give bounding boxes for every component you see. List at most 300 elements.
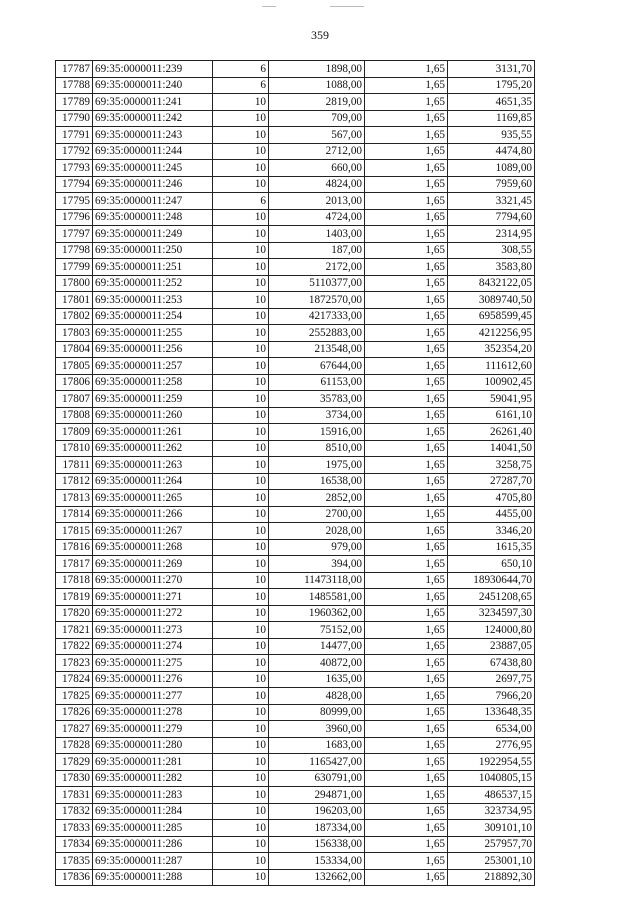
- row-number-cell: 17814: [56, 506, 93, 523]
- table-row: [56, 193, 535, 210]
- table-row: [56, 358, 535, 375]
- group-code-cell: 10: [213, 803, 269, 820]
- rate-cell: 1,65: [365, 572, 448, 589]
- table-row: [56, 391, 535, 408]
- area-cell: 4217333,00: [269, 308, 365, 325]
- group-code-cell: 10: [213, 754, 269, 771]
- table-row: [56, 754, 535, 771]
- table-row: [56, 259, 535, 276]
- table-row: [56, 803, 535, 820]
- value-cell: 111612,60: [448, 358, 535, 375]
- table-row: [56, 490, 535, 507]
- table-row: [56, 655, 535, 672]
- cadastral-number-cell: 69:35:0000011:242: [93, 110, 213, 127]
- table-body: [56, 61, 535, 886]
- cadastral-number-cell: 69:35:0000011:251: [93, 259, 213, 276]
- area-cell: 213548,00: [269, 341, 365, 358]
- value-cell: 4705,80: [448, 490, 535, 507]
- row-number-cell: 17824: [56, 671, 93, 688]
- cadastral-number-cell: 69:35:0000011:283: [93, 787, 213, 804]
- cadastral-number-cell: 69:35:0000011:260: [93, 407, 213, 424]
- table-row: [56, 374, 535, 391]
- value-cell: 935,55: [448, 127, 535, 144]
- cadastral-number-cell: 69:35:0000011:257: [93, 358, 213, 375]
- row-number-cell: 17787: [56, 61, 93, 78]
- row-number-cell: 17790: [56, 110, 93, 127]
- row-number-cell: 17833: [56, 820, 93, 837]
- value-cell: 23887,05: [448, 638, 535, 655]
- rate-cell: 1,65: [365, 275, 448, 292]
- row-number-cell: 17799: [56, 259, 93, 276]
- rate-cell: 1,65: [365, 77, 448, 94]
- value-cell: 7966,20: [448, 688, 535, 705]
- row-number-cell: 17820: [56, 605, 93, 622]
- row-number-cell: 17835: [56, 853, 93, 870]
- value-cell: 26261,40: [448, 424, 535, 441]
- group-code-cell: 10: [213, 638, 269, 655]
- cadastral-number-cell: 69:35:0000011:269: [93, 556, 213, 573]
- row-number-cell: 17804: [56, 341, 93, 358]
- area-cell: 1975,00: [269, 457, 365, 474]
- row-number-cell: 17817: [56, 556, 93, 573]
- cadastral-number-cell: 69:35:0000011:250: [93, 242, 213, 259]
- row-number-cell: 17796: [56, 209, 93, 226]
- rate-cell: 1,65: [365, 440, 448, 457]
- table-row: [56, 556, 535, 573]
- table-row: [56, 77, 535, 94]
- group-code-cell: 10: [213, 655, 269, 672]
- group-code-cell: 10: [213, 127, 269, 144]
- table-row: [56, 704, 535, 721]
- rate-cell: 1,65: [365, 358, 448, 375]
- rate-cell: 1,65: [365, 787, 448, 804]
- row-number-cell: 17805: [56, 358, 93, 375]
- area-cell: 4824,00: [269, 176, 365, 193]
- cadastral-number-cell: 69:35:0000011:276: [93, 671, 213, 688]
- cadastral-number-cell: 69:35:0000011:264: [93, 473, 213, 490]
- table-row: [56, 638, 535, 655]
- table-row: [56, 209, 535, 226]
- table-row: [56, 275, 535, 292]
- cadastral-number-cell: 69:35:0000011:258: [93, 374, 213, 391]
- area-cell: 132662,00: [269, 869, 365, 886]
- cadastral-number-cell: 69:35:0000011:262: [93, 440, 213, 457]
- row-number-cell: 17794: [56, 176, 93, 193]
- rate-cell: 1,65: [365, 176, 448, 193]
- table-row: [56, 622, 535, 639]
- area-cell: 2819,00: [269, 94, 365, 111]
- cadastral-number-cell: 69:35:0000011:249: [93, 226, 213, 243]
- cadastral-number-cell: 69:35:0000011:259: [93, 391, 213, 408]
- area-cell: 2712,00: [269, 143, 365, 160]
- rate-cell: 1,65: [365, 193, 448, 210]
- rate-cell: 1,65: [365, 391, 448, 408]
- area-cell: 2552883,00: [269, 325, 365, 342]
- value-cell: 2451208,65: [448, 589, 535, 606]
- area-cell: 153334,00: [269, 853, 365, 870]
- area-cell: 11473118,00: [269, 572, 365, 589]
- value-cell: 3234597,30: [448, 605, 535, 622]
- row-number-cell: 17795: [56, 193, 93, 210]
- group-code-cell: 10: [213, 440, 269, 457]
- row-number-cell: 17813: [56, 490, 93, 507]
- area-cell: 1635,00: [269, 671, 365, 688]
- area-cell: 1872570,00: [269, 292, 365, 309]
- group-code-cell: 10: [213, 259, 269, 276]
- group-code-cell: 10: [213, 490, 269, 507]
- cadastral-number-cell: 69:35:0000011:254: [93, 308, 213, 325]
- rate-cell: 1,65: [365, 490, 448, 507]
- cadastral-number-cell: 69:35:0000011:268: [93, 539, 213, 556]
- table-row: [56, 589, 535, 606]
- value-cell: 1922954,55: [448, 754, 535, 771]
- rate-cell: 1,65: [365, 869, 448, 886]
- group-code-cell: 10: [213, 226, 269, 243]
- group-code-cell: 10: [213, 242, 269, 259]
- cadastral-number-cell: 69:35:0000011:239: [93, 61, 213, 78]
- rate-cell: 1,65: [365, 457, 448, 474]
- value-cell: 3131,70: [448, 61, 535, 78]
- group-code-cell: 10: [213, 424, 269, 441]
- row-number-cell: 17818: [56, 572, 93, 589]
- group-code-cell: 10: [213, 176, 269, 193]
- cadastral-number-cell: 69:35:0000011:278: [93, 704, 213, 721]
- group-code-cell: 10: [213, 820, 269, 837]
- value-cell: 3258,75: [448, 457, 535, 474]
- value-cell: 6534,00: [448, 721, 535, 738]
- rate-cell: 1,65: [365, 407, 448, 424]
- rate-cell: 1,65: [365, 737, 448, 754]
- table-row: [56, 424, 535, 441]
- cadastral-number-cell: 69:35:0000011:288: [93, 869, 213, 886]
- rate-cell: 1,65: [365, 292, 448, 309]
- area-cell: 15916,00: [269, 424, 365, 441]
- row-number-cell: 17823: [56, 655, 93, 672]
- table-row: [56, 110, 535, 127]
- row-number-cell: 17809: [56, 424, 93, 441]
- group-code-cell: 10: [213, 787, 269, 804]
- table-row: [56, 94, 535, 111]
- table-row: [56, 737, 535, 754]
- rate-cell: 1,65: [365, 308, 448, 325]
- cadastral-number-cell: 69:35:0000011:255: [93, 325, 213, 342]
- cadastral-number-cell: 69:35:0000011:284: [93, 803, 213, 820]
- rate-cell: 1,65: [365, 556, 448, 573]
- value-cell: 6958599,45: [448, 308, 535, 325]
- area-cell: 187334,00: [269, 820, 365, 837]
- group-code-cell: 10: [213, 589, 269, 606]
- table-row: [56, 143, 535, 160]
- rate-cell: 1,65: [365, 424, 448, 441]
- cadastral-number-cell: 69:35:0000011:243: [93, 127, 213, 144]
- table-row: [56, 61, 535, 78]
- table-row: [56, 853, 535, 870]
- row-number-cell: 17812: [56, 473, 93, 490]
- rate-cell: 1,65: [365, 721, 448, 738]
- rate-cell: 1,65: [365, 688, 448, 705]
- group-code-cell: 6: [213, 77, 269, 94]
- table-row: [56, 242, 535, 259]
- cadastral-number-cell: 69:35:0000011:286: [93, 836, 213, 853]
- group-code-cell: 10: [213, 721, 269, 738]
- row-number-cell: 17788: [56, 77, 93, 94]
- row-number-cell: 17827: [56, 721, 93, 738]
- area-cell: 1165427,00: [269, 754, 365, 771]
- table-row: [56, 787, 535, 804]
- value-cell: 27287,70: [448, 473, 535, 490]
- area-cell: 5110377,00: [269, 275, 365, 292]
- area-cell: 35783,00: [269, 391, 365, 408]
- row-number-cell: 17793: [56, 160, 93, 177]
- table-row: [56, 572, 535, 589]
- area-cell: 40872,00: [269, 655, 365, 672]
- value-cell: 4474,80: [448, 143, 535, 160]
- value-cell: 100902,45: [448, 374, 535, 391]
- rate-cell: 1,65: [365, 655, 448, 672]
- row-number-cell: 17798: [56, 242, 93, 259]
- row-number-cell: 17826: [56, 704, 93, 721]
- value-cell: 1615,35: [448, 539, 535, 556]
- area-cell: 156338,00: [269, 836, 365, 853]
- value-cell: 650,10: [448, 556, 535, 573]
- table-row: [56, 341, 535, 358]
- group-code-cell: 10: [213, 523, 269, 540]
- row-number-cell: 17800: [56, 275, 93, 292]
- value-cell: 3583,80: [448, 259, 535, 276]
- cadastral-number-cell: 69:35:0000011:244: [93, 143, 213, 160]
- group-code-cell: 6: [213, 193, 269, 210]
- value-cell: 3346,20: [448, 523, 535, 540]
- table-row: [56, 506, 535, 523]
- page-number: 359: [311, 28, 329, 42]
- rate-cell: 1,65: [365, 127, 448, 144]
- table-row: [56, 770, 535, 787]
- group-code-cell: 10: [213, 704, 269, 721]
- cadastral-value-table: [55, 60, 535, 886]
- rate-cell: 1,65: [365, 770, 448, 787]
- group-code-cell: 10: [213, 473, 269, 490]
- group-code-cell: 10: [213, 94, 269, 111]
- rate-cell: 1,65: [365, 605, 448, 622]
- area-cell: 2852,00: [269, 490, 365, 507]
- rate-cell: 1,65: [365, 820, 448, 837]
- cadastral-number-cell: 69:35:0000011:272: [93, 605, 213, 622]
- cadastral-number-cell: 69:35:0000011:253: [93, 292, 213, 309]
- cadastral-number-cell: 69:35:0000011:261: [93, 424, 213, 441]
- row-number-cell: 17810: [56, 440, 93, 457]
- cadastral-number-cell: 69:35:0000011:280: [93, 737, 213, 754]
- rate-cell: 1,65: [365, 671, 448, 688]
- area-cell: 2013,00: [269, 193, 365, 210]
- value-cell: 4212256,95: [448, 325, 535, 342]
- table-row: [56, 176, 535, 193]
- rate-cell: 1,65: [365, 160, 448, 177]
- group-code-cell: 10: [213, 325, 269, 342]
- group-code-cell: 10: [213, 160, 269, 177]
- group-code-cell: 10: [213, 308, 269, 325]
- group-code-cell: 10: [213, 671, 269, 688]
- row-number-cell: 17802: [56, 308, 93, 325]
- cadastral-number-cell: 69:35:0000011:281: [93, 754, 213, 771]
- value-cell: 6161,10: [448, 407, 535, 424]
- cadastral-number-cell: 69:35:0000011:246: [93, 176, 213, 193]
- area-cell: 630791,00: [269, 770, 365, 787]
- table-row: [56, 325, 535, 342]
- area-cell: 567,00: [269, 127, 365, 144]
- cadastral-number-cell: 69:35:0000011:256: [93, 341, 213, 358]
- cadastral-number-cell: 69:35:0000011:247: [93, 193, 213, 210]
- group-code-cell: 10: [213, 853, 269, 870]
- area-cell: 660,00: [269, 160, 365, 177]
- group-code-cell: 10: [213, 358, 269, 375]
- group-code-cell: 10: [213, 209, 269, 226]
- rate-cell: 1,65: [365, 803, 448, 820]
- table-row: [56, 160, 535, 177]
- area-cell: 2028,00: [269, 523, 365, 540]
- value-cell: 3089740,50: [448, 292, 535, 309]
- value-cell: 352354,20: [448, 341, 535, 358]
- area-cell: 196203,00: [269, 803, 365, 820]
- rate-cell: 1,65: [365, 704, 448, 721]
- area-cell: 67644,00: [269, 358, 365, 375]
- cadastral-number-cell: 69:35:0000011:277: [93, 688, 213, 705]
- area-cell: 80999,00: [269, 704, 365, 721]
- group-code-cell: 10: [213, 869, 269, 886]
- table-row: [56, 539, 535, 556]
- rate-cell: 1,65: [365, 110, 448, 127]
- area-cell: 979,00: [269, 539, 365, 556]
- area-cell: 1403,00: [269, 226, 365, 243]
- value-cell: 1040805,15: [448, 770, 535, 787]
- rate-cell: 1,65: [365, 473, 448, 490]
- value-cell: 4651,35: [448, 94, 535, 111]
- table-row: [56, 226, 535, 243]
- value-cell: 8432122,05: [448, 275, 535, 292]
- table-row: [56, 440, 535, 457]
- table-row: [56, 523, 535, 540]
- row-number-cell: 17816: [56, 539, 93, 556]
- table-row: [56, 836, 535, 853]
- rate-cell: 1,65: [365, 94, 448, 111]
- row-number-cell: 17791: [56, 127, 93, 144]
- cadastral-number-cell: 69:35:0000011:282: [93, 770, 213, 787]
- group-code-cell: 10: [213, 143, 269, 160]
- value-cell: 2776,95: [448, 737, 535, 754]
- rate-cell: 1,65: [365, 341, 448, 358]
- group-code-cell: 10: [213, 556, 269, 573]
- area-cell: 75152,00: [269, 622, 365, 639]
- rate-cell: 1,65: [365, 259, 448, 276]
- group-code-cell: 6: [213, 61, 269, 78]
- cadastral-number-cell: 69:35:0000011:267: [93, 523, 213, 540]
- area-cell: 1898,00: [269, 61, 365, 78]
- group-code-cell: 10: [213, 688, 269, 705]
- rate-cell: 1,65: [365, 209, 448, 226]
- row-number-cell: 17819: [56, 589, 93, 606]
- row-number-cell: 17836: [56, 869, 93, 886]
- rate-cell: 1,65: [365, 143, 448, 160]
- area-cell: 1088,00: [269, 77, 365, 94]
- value-cell: 133648,35: [448, 704, 535, 721]
- table-row: [56, 869, 535, 886]
- group-code-cell: 10: [213, 391, 269, 408]
- value-cell: 59041,95: [448, 391, 535, 408]
- group-code-cell: 10: [213, 737, 269, 754]
- value-cell: 7794,60: [448, 209, 535, 226]
- row-number-cell: 17831: [56, 787, 93, 804]
- row-number-cell: 17808: [56, 407, 93, 424]
- scan-mark: [330, 6, 364, 7]
- scan-mark: [262, 6, 276, 7]
- rate-cell: 1,65: [365, 836, 448, 853]
- cadastral-number-cell: 69:35:0000011:270: [93, 572, 213, 589]
- group-code-cell: 10: [213, 275, 269, 292]
- value-cell: 1795,20: [448, 77, 535, 94]
- area-cell: 2172,00: [269, 259, 365, 276]
- value-cell: 1089,00: [448, 160, 535, 177]
- value-cell: 18930644,70: [448, 572, 535, 589]
- row-number-cell: 17811: [56, 457, 93, 474]
- table-row: [56, 820, 535, 837]
- row-number-cell: 17829: [56, 754, 93, 771]
- row-number-cell: 17821: [56, 622, 93, 639]
- area-cell: 2700,00: [269, 506, 365, 523]
- rate-cell: 1,65: [365, 638, 448, 655]
- value-cell: 67438,80: [448, 655, 535, 672]
- area-cell: 3960,00: [269, 721, 365, 738]
- row-number-cell: 17807: [56, 391, 93, 408]
- row-number-cell: 17797: [56, 226, 93, 243]
- rate-cell: 1,65: [365, 506, 448, 523]
- cadastral-number-cell: 69:35:0000011:287: [93, 853, 213, 870]
- cadastral-number-cell: 69:35:0000011:241: [93, 94, 213, 111]
- area-cell: 61153,00: [269, 374, 365, 391]
- rate-cell: 1,65: [365, 539, 448, 556]
- area-cell: 187,00: [269, 242, 365, 259]
- rate-cell: 1,65: [365, 622, 448, 639]
- area-cell: 1960362,00: [269, 605, 365, 622]
- table-row: [56, 308, 535, 325]
- area-cell: 16538,00: [269, 473, 365, 490]
- group-code-cell: 10: [213, 539, 269, 556]
- group-code-cell: 10: [213, 622, 269, 639]
- cadastral-number-cell: 69:35:0000011:265: [93, 490, 213, 507]
- value-cell: 14041,50: [448, 440, 535, 457]
- area-cell: 8510,00: [269, 440, 365, 457]
- group-code-cell: 10: [213, 457, 269, 474]
- cadastral-number-cell: 69:35:0000011:275: [93, 655, 213, 672]
- cadastral-number-cell: 69:35:0000011:245: [93, 160, 213, 177]
- row-number-cell: 17801: [56, 292, 93, 309]
- table-row: [56, 605, 535, 622]
- table-row: [56, 473, 535, 490]
- cadastral-number-cell: 69:35:0000011:285: [93, 820, 213, 837]
- group-code-cell: 10: [213, 110, 269, 127]
- value-cell: 4455,00: [448, 506, 535, 523]
- value-cell: 253001,10: [448, 853, 535, 870]
- group-code-cell: 10: [213, 341, 269, 358]
- cadastral-number-cell: 69:35:0000011:266: [93, 506, 213, 523]
- cadastral-number-cell: 69:35:0000011:274: [93, 638, 213, 655]
- cadastral-number-cell: 69:35:0000011:263: [93, 457, 213, 474]
- area-cell: 4724,00: [269, 209, 365, 226]
- value-cell: 218892,30: [448, 869, 535, 886]
- cadastral-number-cell: 69:35:0000011:271: [93, 589, 213, 606]
- area-cell: 3734,00: [269, 407, 365, 424]
- cadastral-number-cell: 69:35:0000011:252: [93, 275, 213, 292]
- value-cell: 257957,70: [448, 836, 535, 853]
- group-code-cell: 10: [213, 836, 269, 853]
